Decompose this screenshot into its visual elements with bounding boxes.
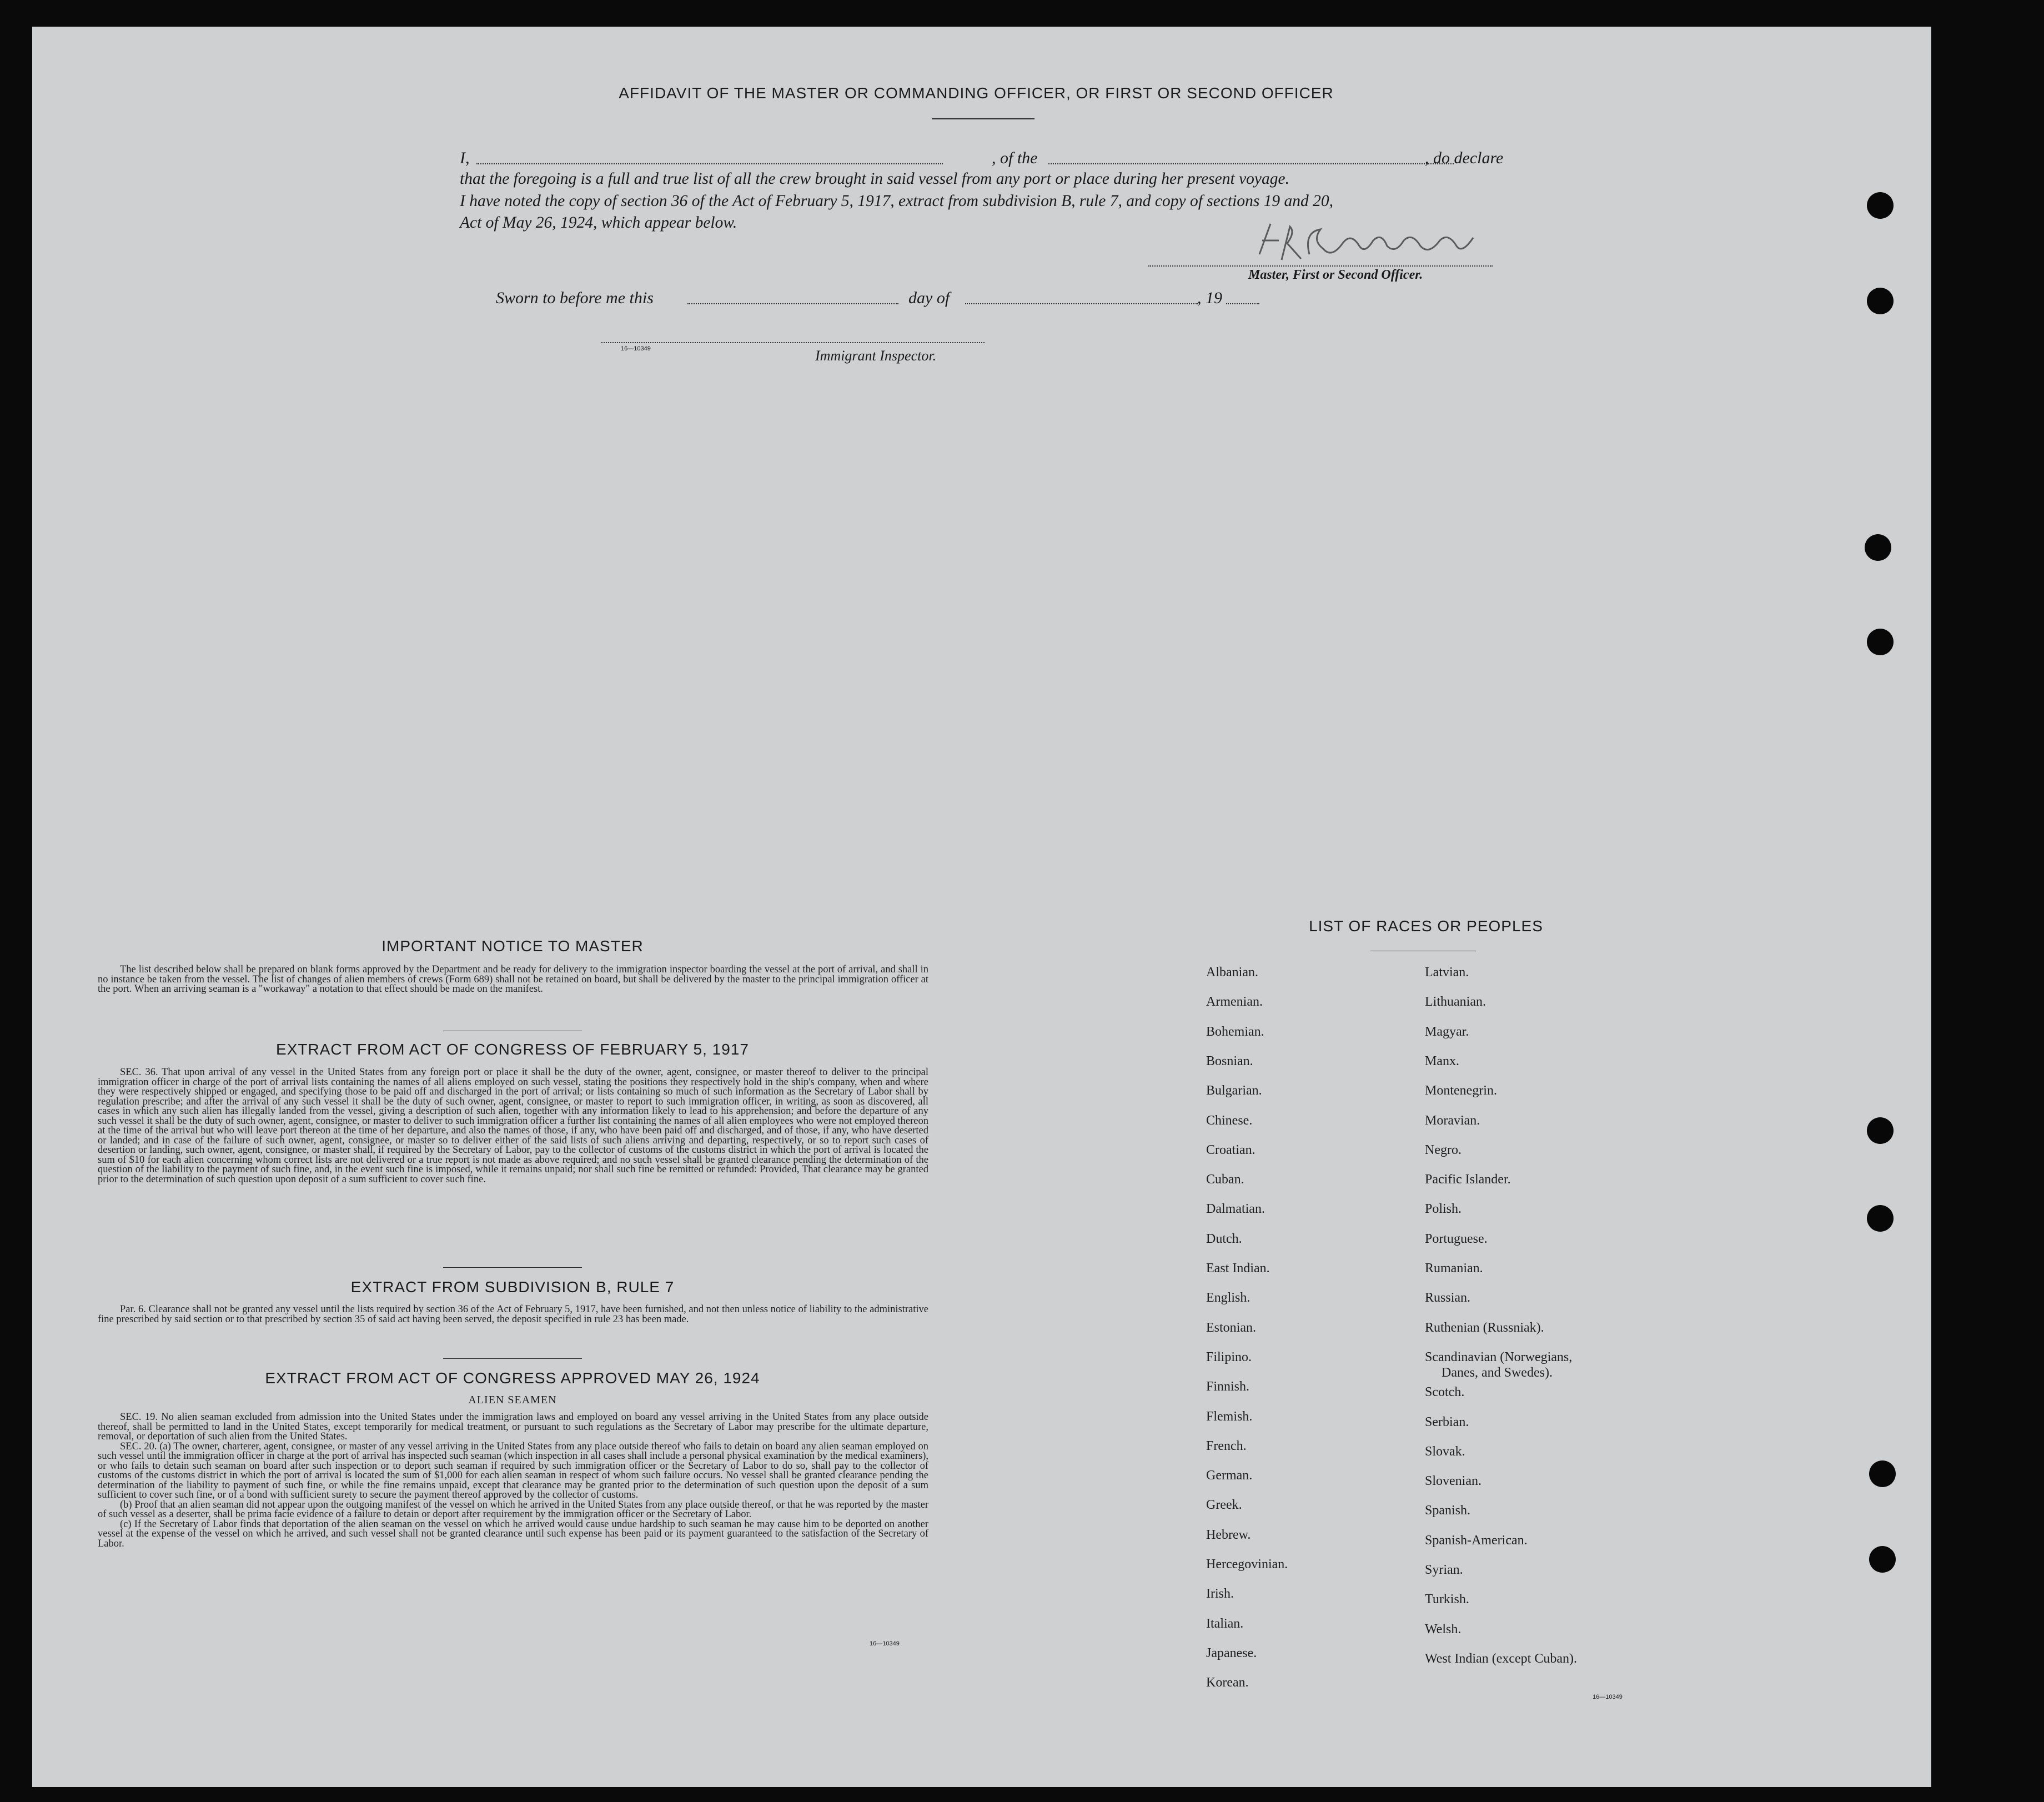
punch-hole xyxy=(1867,192,1894,219)
race-item: Albanian. xyxy=(1206,965,1258,980)
race-item: Filipino. xyxy=(1206,1349,1252,1364)
races-form-number: 16—10349 xyxy=(1593,1694,1623,1700)
sec19-paragraph: SEC. 19. No alien seaman excluded from admission into the United States under the immigration laws and employed on board any vessel arriving in the United States from any place outside thereof, shall be permitted to land in the United States, except temporarily for medical treatment, or pursuant to such regulations as the Secretary of Labor may prescribe for the ultimate departure, removal, or deportation of such alien from the United States. xyxy=(98,1412,928,1442)
race-item: Latvian. xyxy=(1425,965,1469,980)
of-the-label: , of the xyxy=(992,149,1038,167)
race-item: Hebrew. xyxy=(1206,1527,1251,1542)
sworn-month-line xyxy=(965,303,1198,304)
race-item: Moravian. xyxy=(1425,1113,1480,1128)
name-blank-line xyxy=(476,163,943,164)
notice-paragraph: The list described below shall be prepared on blank forms approved by the Department and be ready for delivery to the immigration inspector boarding the vessel at the port of arrival, and shall in no instance be taken from the vessel. The list of changes of alien members of crews (Form 689) shall not be retained on board, but shall be delivered by the master to the principal immigration officer at the port. When an arriving seaman is a "workaway" a notation to that effect should be made on the manifest. xyxy=(98,964,928,995)
race-item: Cuban. xyxy=(1206,1172,1244,1187)
race-item: German. xyxy=(1206,1468,1253,1483)
divider-2 xyxy=(443,1267,582,1268)
day-of-label: day of xyxy=(908,289,950,307)
affidavit-form-number: 16—10349 xyxy=(621,345,651,352)
do-declare-label: , do declare xyxy=(1425,149,1504,167)
year-label: , 19 xyxy=(1197,289,1222,307)
race-item: Montenegrin. xyxy=(1425,1083,1497,1098)
race-item: Korean. xyxy=(1206,1675,1249,1690)
race-item: Finnish. xyxy=(1206,1379,1250,1394)
punch-hole xyxy=(1867,288,1894,314)
title-divider xyxy=(932,118,1034,119)
punch-hole xyxy=(1869,1546,1896,1573)
sec20b-paragraph: (b) Proof that an alien seaman did not appear upon the outgoing manifest of the vessel on which he arrived in the United States from any place outside thereof, or that he was reported by the master of such vessel as a deserter, shall be prima facie evidence of a failure to detain or deport after requirement by the immigration officer or the Secretary of Labor. xyxy=(98,1499,928,1520)
alien-seamen-subtitle: ALIEN SEAMEN xyxy=(468,1394,557,1406)
punch-hole xyxy=(1865,534,1891,561)
race-item: Armenian. xyxy=(1206,995,1263,1010)
race-item: Estonian. xyxy=(1206,1320,1256,1335)
extract-rule7-text xyxy=(98,1305,928,1324)
race-item: Manx. xyxy=(1425,1053,1459,1068)
race-item: Ruthenian (Russniak). xyxy=(1425,1320,1544,1335)
race-item: Spanish. xyxy=(1425,1503,1471,1518)
punch-hole xyxy=(1867,629,1894,655)
race-item: Bulgarian. xyxy=(1206,1083,1262,1098)
document-page xyxy=(32,27,1931,1787)
affidavit-body-2: I have noted the copy of section 36 of the Act of February 5, 1917, extract from subdivision B, rule 7, and copy of sections 19 and 20, xyxy=(460,192,1334,210)
race-item: Bosnian. xyxy=(1206,1053,1253,1068)
race-item: Croatian. xyxy=(1206,1142,1255,1157)
affidavit-body-1: that the foregoing is a full and true list of all the crew brought in said vessel from any port or place during her present voyage. xyxy=(460,170,1289,188)
race-item: Negro. xyxy=(1425,1142,1462,1157)
punch-hole xyxy=(1867,1205,1894,1232)
sworn-label: Sworn to before me this xyxy=(496,289,654,307)
races-title: LIST OF RACES OR PEOPLES xyxy=(1309,917,1543,935)
race-item: Welsh. xyxy=(1425,1622,1462,1637)
race-item: Serbian. xyxy=(1425,1414,1469,1429)
race-item: Irish. xyxy=(1206,1587,1234,1602)
i-label: I, xyxy=(460,149,470,167)
race-item: English. xyxy=(1206,1291,1250,1306)
inspector-line xyxy=(601,342,985,343)
inspector-caption: Immigrant Inspector. xyxy=(815,348,937,364)
race-item: Scotch. xyxy=(1425,1385,1465,1400)
race-item: French. xyxy=(1206,1438,1247,1453)
race-item: Syrian. xyxy=(1425,1563,1463,1577)
extract-form-number: 16—10349 xyxy=(870,1640,900,1647)
sec20a-paragraph: SEC. 20. (a) The owner, charterer, agent, consignee, or master of any vessel arriving in the United States from any place outside thereof who fails to detain on board any alien seaman employed on such vessel until the immigration officer in charge at the port of arrival has inspected such seaman (which inspection in all cases shall include a personal physical examination by the medical examiners), or who fails to detain such seaman on board after such inspection or to deport such seaman if required by such immigration officer or the Secretary of Labor to do so, shall pay to the collector of customs of the customs district in which the port of arrival is located the sum of $1,000 for each alien seaman in respect of whom such failure occurs. No vessel shall be granted clearance pending the determination of the liability to payment of such fine, or while the fine remains unpaid, except that clearance may be granted prior to the determination of such question upon the deposit of a sum sufficient to cover such fine, or of a bond with sufficient surety to secure the payment thereof approved by the collector of customs. xyxy=(98,1440,928,1500)
race-item: Slovenian. xyxy=(1425,1474,1481,1489)
race-item: Spanish-American. xyxy=(1425,1533,1528,1548)
race-item: Flemish. xyxy=(1206,1409,1253,1424)
race-item: Italian. xyxy=(1206,1616,1244,1631)
race-item: Danes, and Swedes). xyxy=(1442,1365,1553,1380)
sworn-year-line xyxy=(1226,303,1259,304)
extract-1924-text xyxy=(98,1413,928,1549)
vessel-blank-line xyxy=(1048,163,1454,164)
notice-title: IMPORTANT NOTICE TO MASTER xyxy=(381,937,644,955)
signature-line xyxy=(1148,265,1493,267)
race-item: Pacific Islander. xyxy=(1425,1172,1511,1187)
divider-3 xyxy=(443,1358,582,1359)
race-item: Hercegovinian. xyxy=(1206,1557,1288,1572)
extract-1924-title: EXTRACT FROM ACT OF CONGRESS APPROVED MAY 26, 1924 xyxy=(265,1369,760,1387)
punch-hole xyxy=(1867,1117,1894,1144)
race-item: Chinese. xyxy=(1206,1113,1253,1128)
punch-hole xyxy=(1869,1460,1896,1487)
race-item: Greek. xyxy=(1206,1498,1242,1513)
race-item: Portuguese. xyxy=(1425,1231,1488,1246)
race-item: Lithuanian. xyxy=(1425,995,1486,1010)
race-item: Magyar. xyxy=(1425,1024,1469,1039)
sec36-paragraph: SEC. 36. That upon arrival of any vessel in the United States from any foreign port or place it shall be the duty of the owner, agent, consignee, or master thereof to deliver to the principal immigration officer in charge of the port of arrival lists containing the names of all aliens employed on such vessel, stating the positions they respectively hold in the ship's company, when and where they were respectively shipped or engaged, and specifying those to be paid off and discharged in the port of arrival; or lists containing so much of such information as the Secretary of Labor shall by regulation prescribe; and after the arrival of any such vessel it shall be the duty of such owner, agent, consignee, or master to report to such immigration officer, in writing, as soon as discovered, all cases in which any such alien has illegally landed from the vessel, giving a description of such alien, together with any information likely to lead to his apprehension; and before the departure of any such vessel it shall be the duty of such owner, agent, consignee, or master to deliver to such immigration officer a further list containing the names of all alien employees who were not employed thereon at the time of the arrival but who will leave port thereon at the time of her departure, and also the names of those, if any, who have been paid off and discharged, and of those, if any, who have deserted or landed; and in case of the failure of such owner, agent, consignee, or master so to deliver either of the said lists of such aliens arriving and departing, respectively, or so to report such cases of desertion or landing, such owner, agent, consignee, or master shall, if required by the Secretary of Labor, pay to the collector of customs of the customs district in which the port of arrival is located the sum of $10 for each alien concerning whom correct lists are not delivered or a true report is not made as above required; and no such vessel shall be granted clearance pending the determination of the question of the liability to the payment of such fine, and, in the event such fine is imposed, while it remains unpaid; nor shall such fine be remitted or refunded: Provided, That clearance may be granted prior to the determination of such question upon deposit of a sum sufficient to cover such fine. xyxy=(98,1067,928,1185)
race-item: Scandinavian (Norwegians, xyxy=(1425,1349,1573,1364)
sec20c-paragraph: (c) If the Secretary of Labor finds that deportation of the alien seaman on the vessel on which he arrived would cause undue hardship to such seaman he may cause him to be deported on another vessel at the expense of the vessel on which he arrived, and such vessel shall not be granted clearance until such expense has been paid or its payment guaranteed to the satisfaction of the Secretary of Labor. xyxy=(98,1518,928,1549)
affidavit-title: AFFIDAVIT OF THE MASTER OR COMMANDING OFFICER, OR FIRST OR SECOND OFFICER xyxy=(619,84,1334,102)
rule7-paragraph: Par. 6. Clearance shall not be granted any vessel until the lists required by section 36 of the Act of February 5, 1917, have been furnished, and not then unless notice of liability to the administrative fine prescribed by said section or to that prescribed by section 35 of said act having been served, the deposit specified in rule 23 has been made. xyxy=(98,1304,928,1325)
signature-caption: Master, First or Second Officer. xyxy=(1248,268,1423,282)
notice-text xyxy=(98,965,928,995)
extract-1917-title: EXTRACT FROM ACT OF CONGRESS OF FEBRUARY 5, 1917 xyxy=(276,1041,749,1058)
race-item: Japanese. xyxy=(1206,1645,1257,1660)
race-item: Slovak. xyxy=(1425,1444,1465,1459)
race-item: Polish. xyxy=(1425,1202,1462,1217)
race-item: Turkish. xyxy=(1425,1592,1469,1607)
race-item: Dutch. xyxy=(1206,1231,1242,1246)
race-item: Russian. xyxy=(1425,1291,1471,1306)
race-item: Dalmatian. xyxy=(1206,1202,1265,1217)
race-item: Rumanian. xyxy=(1425,1261,1483,1276)
race-item: Bohemian. xyxy=(1206,1024,1264,1039)
extract-rule7-title: EXTRACT FROM SUBDIVISION B, RULE 7 xyxy=(350,1278,675,1296)
affidavit-body-3: Act of May 26, 1924, which appear below. xyxy=(460,214,737,232)
race-item: East Indian. xyxy=(1206,1261,1270,1276)
extract-1917-text xyxy=(98,1068,928,1184)
race-item: West Indian (except Cuban). xyxy=(1425,1651,1577,1666)
sworn-day-line xyxy=(687,303,898,304)
